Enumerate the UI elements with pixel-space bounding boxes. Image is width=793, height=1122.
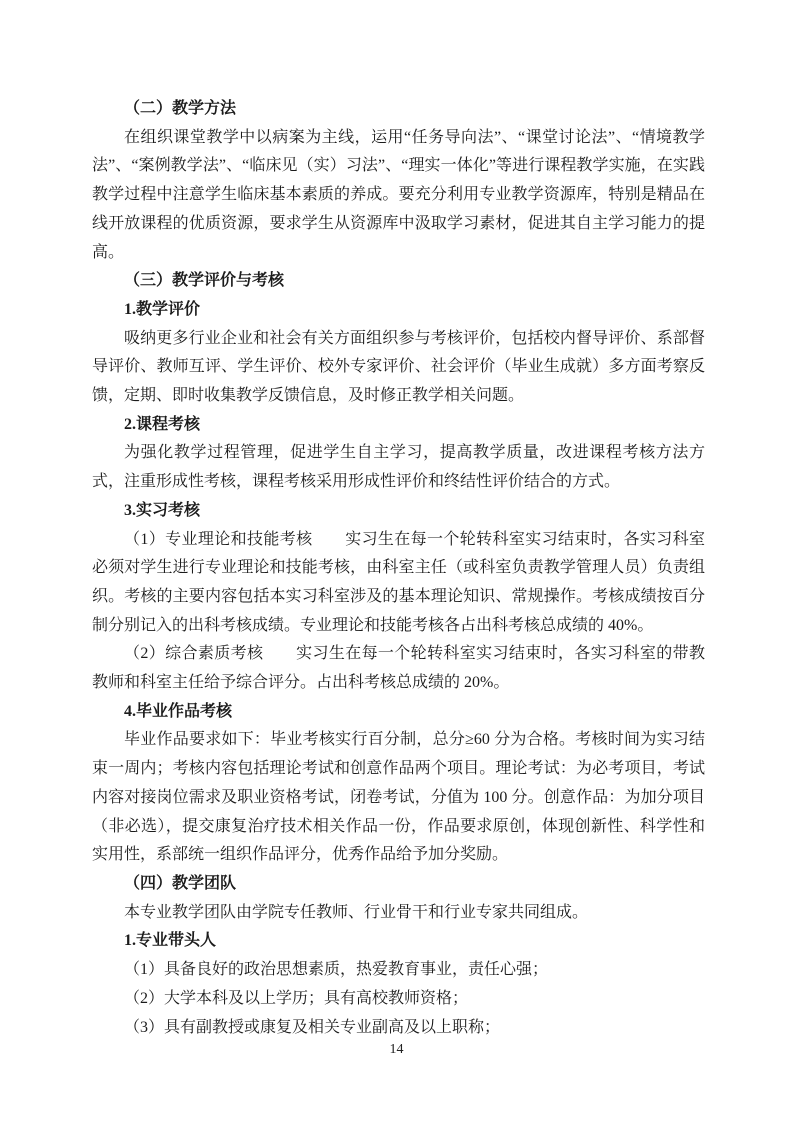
list-item-leader-requirement-2: （2）大学本科及以上学历；具有高校教师资格； xyxy=(124,989,469,1007)
list-item-leader-requirement-3: （3）具有副教授或康复及相关专业副高及以上职称； xyxy=(124,1018,501,1036)
paragraph-graduation-work-assessment: 毕业作品要求如下：毕业考核实行百分制，总分≥60 分为合格。考核时间为实习结束一周内；考核内容包括理论考试和创意作品两个项目。理论考试：为必考项目，考试内容对接岗位需求及职业资格考试，闭卷考试，分值为 100 分。创意作品：为加分项目（非必选），提交康复治疗技术相关作品一份，作品要求原创，体现创新性、科学性和实用性，系部统一组织作品评分，优秀作品给予加分奖励。 xyxy=(92,731,705,864)
list-item-leader-requirement-1: （1）具备良好的政治思想素质，热爱教育事业，责任心强； xyxy=(124,961,549,979)
page-number: 14 xyxy=(389,1042,404,1057)
paragraph-comprehensive-assessment: （2）综合素质考核 实习生在每一个轮转科室实习结束时，各实习科室的带教教师和科室主任给予综合评分。占出科考核总成绩的 20%。 xyxy=(92,645,705,692)
subheading-course-assessment: 2.课程考核 xyxy=(124,415,201,433)
subheading-graduation-work-assessment: 4.毕业作品考核 xyxy=(124,702,233,720)
section-heading-evaluation-assessment: （三）教学评价与考核 xyxy=(124,272,285,290)
paragraph-teaching-evaluation: 吸纳更多行业企业和社会有关方面组织参与考核评价，包括校内督导评价、系部督导评价、教师互评、学生评价、校外专家评价、社会评价（毕业生成就）多方面考察反馈，定期、即时收集教学反馈信息，及时修正教学相关问题。 xyxy=(92,329,705,405)
section-heading-teaching-team: （四）教学团队 xyxy=(124,874,237,892)
document-body xyxy=(92,95,705,1042)
paragraph-teaching-methods: 在组织课堂教学中以病案为主线，运用“任务导向法”、“课堂讨论法”、“情境教学法”、“案例教学法”、“临床见（实）习法”、“理实一体化”等进行课程教学实施，在实践教学过程中注意学生临床基本素质的养成。要充分利用专业教学资源库，特别是精品在线开放课程的优质资源，要求学生从资源库中汲取学习素材，促进其自主学习能力的提高。 xyxy=(92,128,705,261)
paragraph-theory-skill-assessment: （1）专业理论和技能考核 实习生在每一个轮转科室实习结束时，各实习科室必须对学生进行专业理论和技能考核，由科室主任（或科室负责教学管理人员）负责组织。考核的主要内容包括本实习科室涉及的基本理论知识、常规操作。考核成绩按百分制分别记入的出科考核成绩。专业理论和技能考核各占出科考核总成绩的 40%。 xyxy=(92,530,705,634)
paragraph-teaching-team: 本专业教学团队由学院专任教师、行业骨干和行业专家共同组成。 xyxy=(124,903,589,921)
subheading-teaching-evaluation: 1.教学评价 xyxy=(124,300,201,318)
paragraph-course-assessment: 为强化教学过程管理，促进学生自主学习，提高教学质量，改进课程考核方法方式，注重形成性考核，课程考核采用形成性评价和终结性评价结合的方式。 xyxy=(92,444,705,491)
section-heading-teaching-methods: （二）教学方法 xyxy=(124,100,237,117)
subheading-program-leader: 1.专业带头人 xyxy=(124,932,217,950)
subheading-internship-assessment: 3.实习考核 xyxy=(124,501,201,519)
